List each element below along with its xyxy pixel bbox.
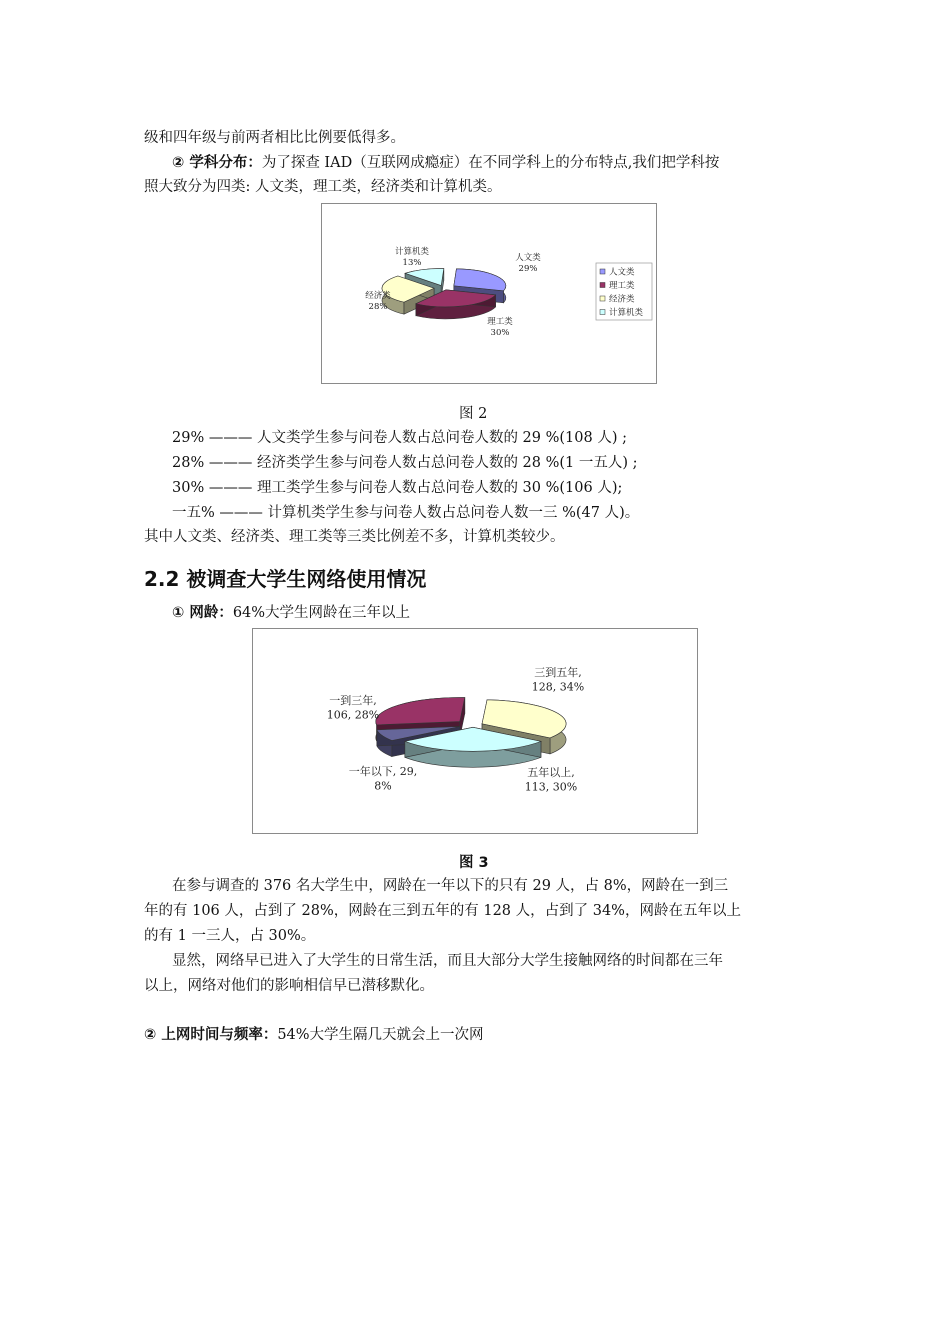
online-frequency-text: 54%大学生隔几天就会上一次网 bbox=[277, 1027, 484, 1043]
data-label: 理工类 30% bbox=[487, 317, 513, 339]
legend-label: 理工类 bbox=[609, 281, 635, 291]
internet-age-text: 64%大学生网龄在三年以上 bbox=[232, 605, 411, 621]
legend-label: 经济类 bbox=[609, 294, 635, 305]
online-frequency-label: ② 上网时间与频率： bbox=[144, 1027, 278, 1043]
paragraph-line: 照大致分为四类: 人文类，理工类，经济类和计算机类。 bbox=[144, 179, 502, 195]
pie-chart-subjects bbox=[322, 204, 656, 383]
list-item: 28% ——— 经济类学生参与问卷人数占总问卷人数的 28 %(1 一五人) ; bbox=[172, 455, 638, 471]
data-label: 一年以下, 29, 8% bbox=[348, 765, 418, 793]
data-label: 经济类 28% bbox=[365, 291, 391, 313]
paragraph-line: 年的有 106 人，占到了 28%，网龄在三到五年的有 128 人，占到了 34%，网龄在五年以上 bbox=[144, 903, 741, 919]
data-label: 三到五年, 128, 34% bbox=[531, 666, 585, 694]
figure-2-chart bbox=[321, 203, 657, 384]
chart-legend bbox=[596, 263, 652, 320]
subject-distribution-label: ② 学科分布： bbox=[172, 155, 262, 171]
internet-age-label: ① 网龄： bbox=[172, 605, 233, 621]
subject-distribution-line bbox=[172, 153, 719, 173]
legend-swatch bbox=[600, 296, 605, 301]
subject-distribution-text: 为了探查 IAD（互联网成瘾症）在不同学科上的分布特点,我们把学科按 bbox=[261, 155, 720, 171]
data-label: 一到三年, 106, 28% bbox=[326, 694, 380, 722]
legend-label: 计算机类 bbox=[609, 308, 644, 318]
figure-3-caption: 图 3 bbox=[459, 855, 489, 871]
paragraph-line: 的有 1 一三人，占 30%。 bbox=[144, 928, 316, 944]
list-item: 30% ——— 理工类学生参与问卷人数占总问卷人数的 30 %(106 人); bbox=[172, 480, 623, 496]
paragraph-line: 在参与调查的 376 名大学生中，网龄在一年以下的只有 29 人，占 8%，网龄在一到三 bbox=[172, 878, 729, 894]
legend-swatch bbox=[600, 310, 605, 315]
legend-label: 人文类 bbox=[609, 267, 635, 278]
data-label: 五年以上, 113, 30% bbox=[524, 766, 578, 794]
paragraph-line: 显然，网络早已进入了大学生的日常生活，而且大部分大学生接触网络的时间都在三年 bbox=[172, 953, 723, 969]
data-label: 计算机类 13% bbox=[394, 247, 430, 269]
paragraph-line: 以上，网络对他们的影响相信早已潜移默化。 bbox=[144, 978, 434, 994]
paragraph-line: 级和四年级与前两者相比比例要低得多。 bbox=[144, 130, 405, 146]
online-frequency-line bbox=[144, 1025, 484, 1045]
legend-swatch bbox=[600, 283, 605, 288]
list-item: 一五% ——— 计算机类学生参与问卷人数占总问卷人数一三 %(47 人)。 bbox=[172, 505, 640, 521]
figure-3-chart bbox=[252, 628, 698, 834]
figure-2-caption: 图 2 bbox=[459, 406, 488, 422]
section-heading: 2.2 被调查大学生网络使用情况 bbox=[144, 567, 427, 591]
list-item: 29% ——— 人文类学生参与问卷人数占总问卷人数的 29 %(108 人) ; bbox=[172, 430, 627, 446]
legend-swatch bbox=[600, 269, 605, 274]
internet-age-line bbox=[172, 603, 410, 623]
pie-chart-internet-age bbox=[253, 629, 697, 833]
data-label: 人文类 29% bbox=[515, 253, 541, 275]
summary-line: 其中人文类、经济类、理工类等三类比例差不多，计算机类较少。 bbox=[144, 529, 565, 545]
